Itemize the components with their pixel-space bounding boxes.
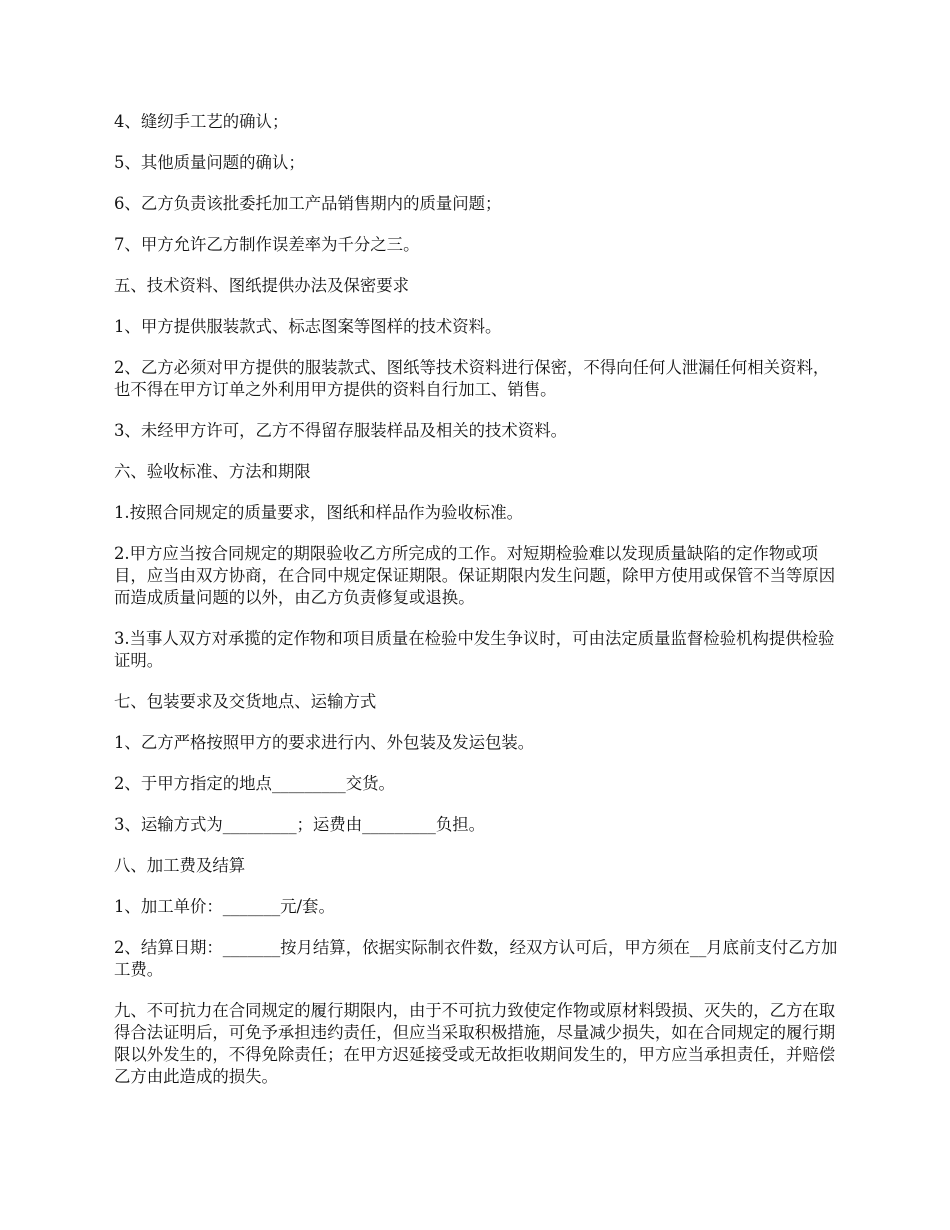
clause-7-2: 2、于甲方指定的地点_________交货。 xyxy=(114,774,395,793)
clause-4-5: 5、其他质量问题的确认； xyxy=(114,153,305,172)
clause-4-4: 4、缝纫手工艺的确认； xyxy=(114,112,289,131)
section-heading-6: 六、验收标准、方法和期限 xyxy=(114,462,311,481)
clause-8-2: 2、结算日期：_______按月结算，依据实际制衣件数，经双方认可后，甲方须在__月底前支付乙方加工费。 xyxy=(114,938,838,979)
document-body xyxy=(114,111,839,1107)
clause-7-3: 3、运输方式为_________；运费由_________负担。 xyxy=(114,815,486,834)
clause-5-2: 2、乙方必须对甲方提供的服装款式、图纸等技术资料进行保密，不得向任何人泄漏任何相关资料，也不得在甲方订单之外利用甲方提供的资料自行加工、销售。 xyxy=(114,358,830,399)
clause-7-1: 1、乙方严格按照甲方的要求进行内、外包装及发运包装。 xyxy=(114,733,535,752)
clause-5-3: 3、未经甲方许可，乙方不得留存服装样品及相关的技术资料。 xyxy=(114,421,567,440)
section-heading-7: 七、包装要求及交货地点、运输方式 xyxy=(114,692,377,711)
clause-6-2: 2.甲方应当按合同规定的期限验收乙方所完成的工作。对短期检验难以发现质量缺陷的定作物或项目，应当由双方协商，在合同中规定保证期限。保证期限内发生问题，除甲方使用或保管不当等原因而造成质量问题的以外，由乙方负责修复或退换。 xyxy=(114,544,836,607)
clause-4-6: 6、乙方负责该批委托加工产品销售期内的质量问题； xyxy=(114,194,502,213)
section-heading-8: 八、加工费及结算 xyxy=(114,856,246,875)
clause-6-1: 1.按照合同规定的质量要求，图纸和样品作为验收标准。 xyxy=(114,503,524,522)
clause-8-1: 1、加工单价：_______元/套。 xyxy=(114,897,335,916)
section-9-force-majeure: 九、不可抗力在合同规定的履行期限内，由于不可抗力致使定作物或原材料毁损、灭失的，乙方在取得合法证明后，可免予承担违约责任，但应当采取积极措施，尽量减少损失，如在合同规定的履行期限以外发生的，不得免除责任；在甲方迟延接受或无故拒收期间发生的，甲方应当承担责任，并赔偿乙方由此造成的损失。 xyxy=(114,1001,836,1086)
clause-5-1: 1、甲方提供服装款式、标志图案等图样的技术资料。 xyxy=(114,317,502,336)
clause-4-7: 7、甲方允许乙方制作误差率为千分之三。 xyxy=(114,235,420,254)
clause-6-3: 3.当事人双方对承揽的定作物和项目质量在检验中发生争议时，可由法定质量监督检验机构提供检验证明。 xyxy=(114,629,835,670)
section-heading-5: 五、技术资料、图纸提供办法及保密要求 xyxy=(114,276,410,295)
